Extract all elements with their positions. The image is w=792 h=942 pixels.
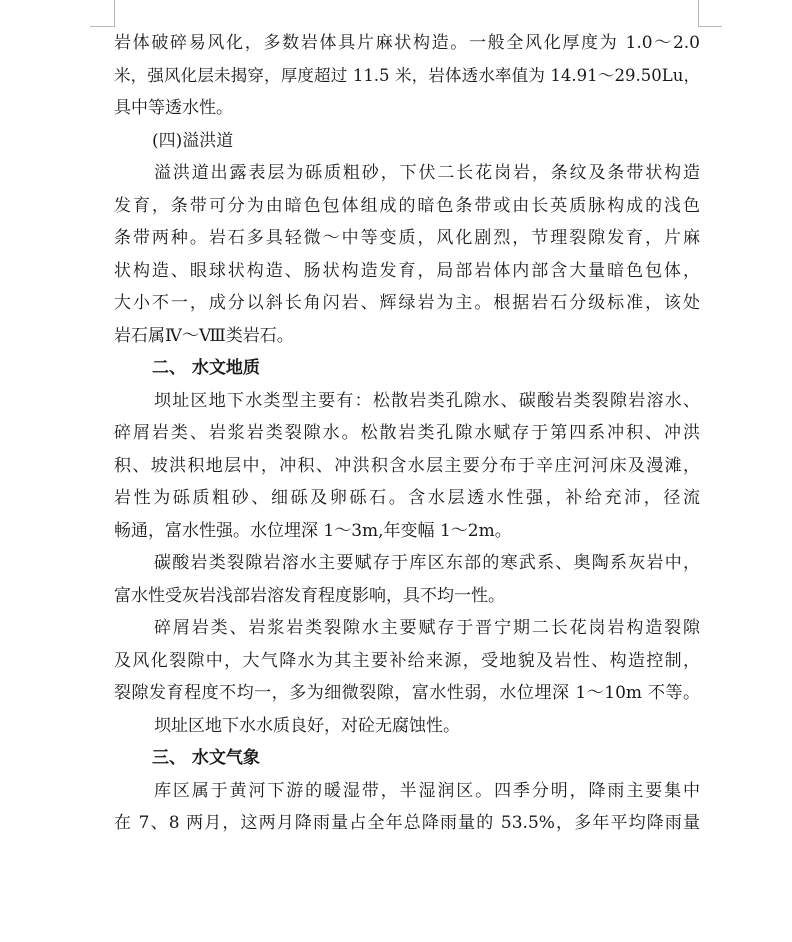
section-title-hydrogeology: 二、 水文地质	[152, 358, 260, 378]
paragraph-water-quality	[114, 710, 700, 743]
text-line: 坝址区地下水类型主要有：松散岩类孔隙水、碳酸岩类裂隙岩溶水、	[154, 390, 700, 411]
paragraph-groundwater-types	[114, 385, 700, 548]
text-line: 岩性为砾质粗砂、细砾及卵砾石。含水层透水性强，补给充沛，径流	[114, 488, 700, 508]
text-line: 积、坡洪积地层中，冲积、冲洪积含水层主要分布于辛庄河河床及漫滩，	[114, 455, 700, 476]
section-title-hydrometeorology: 三、 水文气象	[152, 748, 260, 768]
text-line: 坝址区地下水水质良好，对砼无腐蚀性。	[154, 715, 460, 736]
text-line: 大小不一，成分以斜长角闪岩、辉绿岩为主。根据岩石分级标准，该处	[114, 293, 700, 313]
text-line: 具中等透水性。	[114, 98, 233, 118]
text-line: 岩石属Ⅳ～Ⅷ类岩石。	[114, 325, 294, 346]
crop-mark-top-left-horizontal	[90, 26, 115, 27]
paragraph-climate	[114, 775, 700, 840]
text-line: 畅通，富水性强。水位埋深 1～3m,年变幅 1～2m。	[114, 520, 512, 541]
text-line: 状构造、眼球状构造、肠状构造发育，局部岩体内部含大量暗色包体，	[114, 260, 700, 281]
text-line: 岩体破碎易风化，多数岩体具片麻状构造。一般全风化厚度为 1.0～2.0	[114, 33, 700, 53]
document-body	[114, 27, 700, 840]
crop-mark-top-right-horizontal	[698, 26, 722, 27]
paragraph-fissure-water	[114, 612, 700, 710]
crop-mark-top-right-vertical	[698, 0, 699, 26]
subsection-title-spillway: (四)溢洪道	[152, 130, 234, 151]
text-line: 富水性受灰岩浅部岩溶发育程度影响，具不均一性。	[114, 585, 505, 606]
text-line: 及风化裂隙中，大气降水为其主要补给来源，受地貌及岩性、构造控制，	[114, 650, 700, 671]
paragraph-continuation	[114, 27, 700, 125]
text-line: 碎屑岩类、岩浆岩类裂隙水主要赋存于晋宁期二长花岗岩构造裂隙	[154, 618, 700, 638]
text-line: 条带两种。岩石多具轻微～中等变质，风化剧烈，节理裂隙发育，片麻	[114, 228, 700, 248]
text-line: 在 7、8 两月，这两月降雨量占全年总降雨量的 53.5%，多年平均降雨量	[114, 813, 700, 833]
text-line: 溢洪道出露表层为砾质粗砂，下伏二长花岗岩，条纹及条带状构造	[154, 163, 700, 183]
text-line: 米，强风化层未揭穿，厚度超过 11.5 米，岩体透水率值为 14.91～29.50Lu，	[114, 65, 700, 85]
text-line: 碳酸岩类裂隙岩溶水主要赋存于库区东部的寒武系、奥陶系灰岩中，	[154, 553, 700, 573]
text-line: 裂隙发育程度不均一，多为细微裂隙，富水性弱，水位埋深 1～10m 不等。	[114, 683, 700, 703]
text-line: 库区属于黄河下游的暖湿带，半湿润区。四季分明，降雨主要集中	[154, 780, 700, 801]
text-line: 发育，条带可分为由暗色包体组成的暗色条带或由长英质脉构成的浅色	[114, 195, 700, 216]
paragraph-spillway	[114, 157, 700, 352]
paragraph-karst-water	[114, 547, 700, 612]
text-line: 碎屑岩类、岩浆岩类裂隙水。松散岩类孔隙水赋存于第四系冲积、冲洪	[114, 423, 700, 443]
crop-mark-top-left-vertical	[114, 0, 115, 26]
